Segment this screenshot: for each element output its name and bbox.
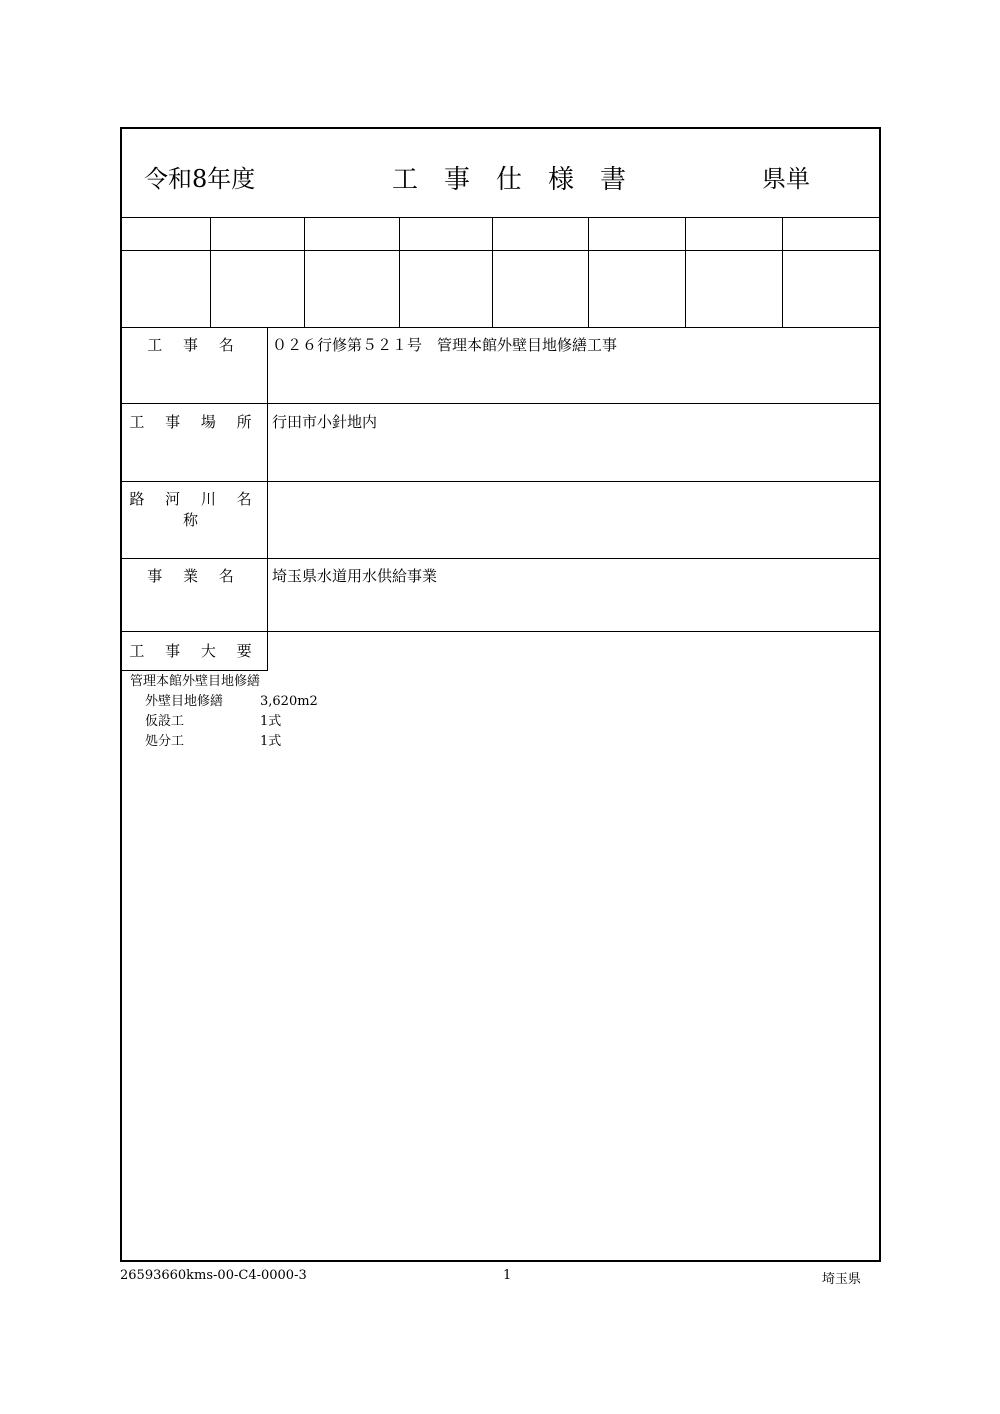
grid-line [588, 217, 589, 327]
grid-line [492, 217, 493, 327]
business-label: 事 業 名 [147, 567, 242, 585]
summary-item-qty: 3,620m2 [260, 694, 318, 709]
grid-line [122, 481, 879, 482]
summary-label: 工 事 大 要 [129, 642, 260, 660]
summary-item-name: 処分工 [145, 734, 185, 749]
fiscal-year: 令和8年度 [144, 165, 256, 193]
summary-heading: 管理本館外壁目地修繕 [130, 674, 261, 689]
location-value: 行田市小針地内 [272, 413, 378, 431]
location-label: 工 事 場 所 [129, 413, 260, 431]
grid-line [267, 327, 268, 670]
grid-line [122, 670, 268, 671]
grid-line [122, 558, 879, 559]
document-code: 26593660kms-00-C4-0000-3 [120, 1268, 307, 1283]
grid-line [122, 250, 879, 251]
summary-item-name: 外壁目地修繕 [145, 694, 224, 709]
budget-type: 県単 [762, 165, 810, 193]
summary-item-qty: 1式 [260, 714, 282, 729]
summary-item-name: 仮設工 [145, 714, 185, 729]
grid-line [685, 217, 686, 327]
grid-line [122, 217, 879, 218]
project-name-label: 工 事 名 [147, 336, 242, 354]
project-name-value: ０２６行修第５２１号 管理本館外壁目地修繕工事 [272, 336, 618, 354]
road-river-label: 路 河 川 名 称 [129, 490, 260, 529]
issuer: 埼玉県 [822, 1272, 862, 1287]
summary-item-qty: 1式 [260, 734, 282, 749]
grid-line [782, 217, 783, 327]
grid-line [122, 403, 879, 404]
grid-line [304, 217, 305, 327]
document-title: 工事仕様書 [392, 165, 653, 195]
page-number: 1 [503, 1268, 512, 1283]
grid-line [399, 217, 400, 327]
spec-sheet [120, 127, 881, 1262]
grid-line [122, 327, 879, 328]
grid-line [122, 631, 879, 632]
grid-line [210, 217, 211, 327]
business-value: 埼玉県水道用水供給事業 [272, 567, 438, 585]
